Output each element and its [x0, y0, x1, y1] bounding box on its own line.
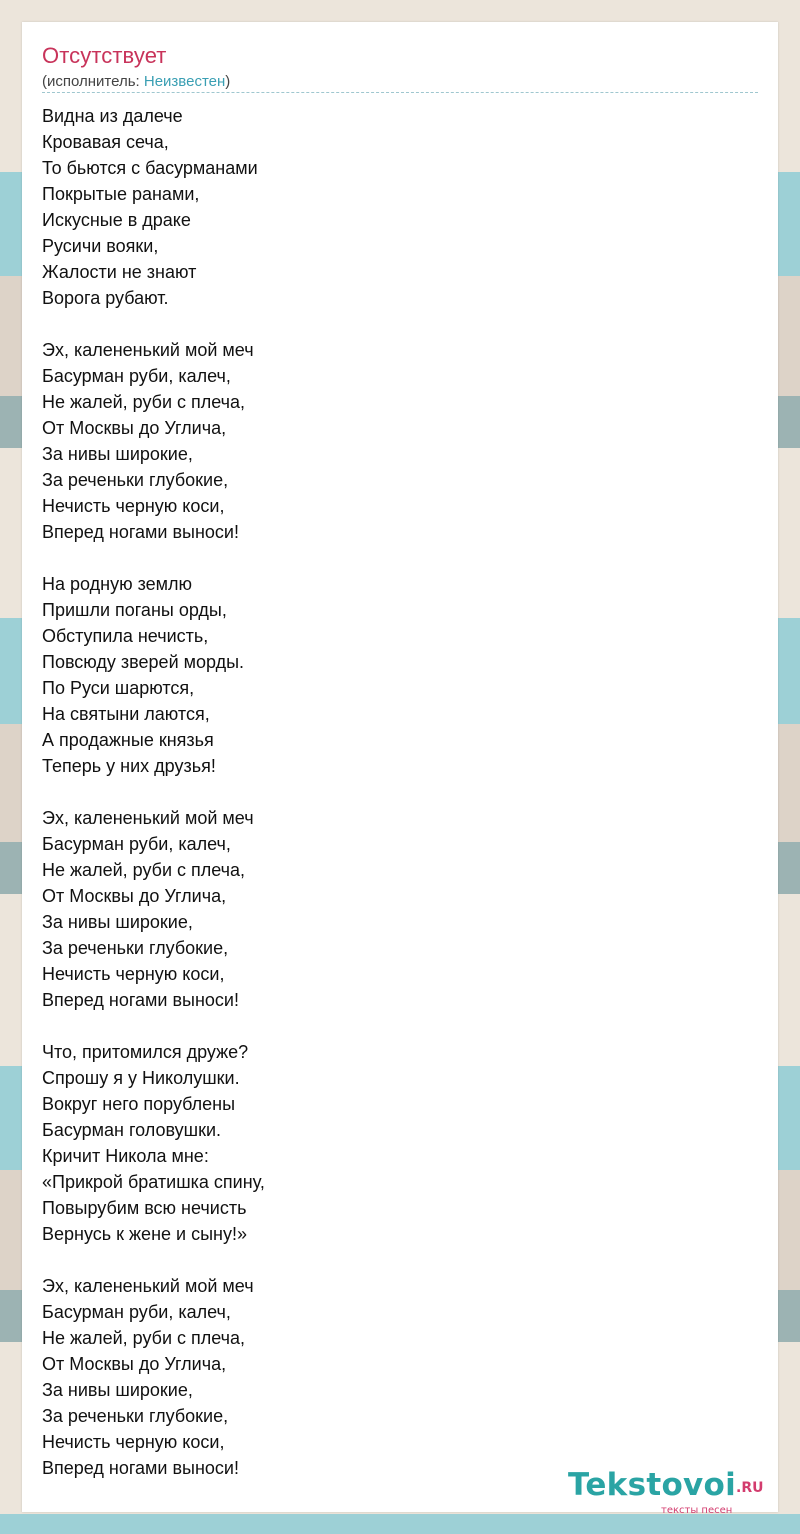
lyric-line: Кровавая сеча,: [42, 132, 169, 152]
background-stripe: [0, 1514, 800, 1534]
lyric-line: Не жалей, руби с плеча,: [42, 1328, 246, 1348]
lyric-line: А продажные князья: [42, 730, 214, 750]
lyric-line: За реченьки глубокие,: [42, 938, 229, 958]
lyric-line: Эх, калененький мой меч: [42, 1276, 254, 1296]
lyric-line: От Москвы до Углича,: [42, 886, 227, 906]
lyric-line: Жалости не знают: [42, 262, 197, 282]
lyric-line: Не жалей, руби с плеча,: [42, 392, 246, 412]
lyric-line: Нечисть черную коси,: [42, 964, 225, 984]
artist-line: [42, 73, 230, 90]
lyric-line: Русичи вояки,: [42, 236, 159, 256]
lyric-line: За реченьки глубокие,: [42, 1406, 229, 1426]
stanza-gap: [42, 311, 742, 337]
lyric-line: На святыни лаются,: [42, 704, 210, 724]
lyric-line: Ворога рубают.: [42, 288, 169, 308]
stanza-gap: [42, 1247, 742, 1273]
lyric-line: Пришли поганы орды,: [42, 600, 227, 620]
site-logo[interactable]: [568, 1467, 773, 1517]
lyric-line: Видна из далече: [42, 106, 183, 126]
lyric-line: Вокруг него порублены: [42, 1094, 236, 1114]
header-divider: [42, 92, 758, 93]
stanza-gap: [42, 1013, 742, 1039]
lyric-line: По Руси шарются,: [42, 678, 195, 698]
lyric-line: Нечисть черную коси,: [42, 496, 225, 516]
lyric-line: Вперед ногами выноси!: [42, 522, 239, 542]
lyric-line: Вернусь к жене и сыну!»: [42, 1224, 247, 1244]
lyric-line: На родную землю: [42, 574, 193, 594]
lyric-line: «Прикрой братишка спину,: [42, 1172, 265, 1192]
lyric-line: Покрытые ранами,: [42, 184, 200, 204]
lyric-line: Эх, калененький мой меч: [42, 808, 254, 828]
lyric-line: Басурман головушки.: [42, 1120, 221, 1140]
lyric-line: Теперь у них друзья!: [42, 756, 216, 776]
logo-subtitle: тексты песен: [661, 1505, 733, 1516]
lyric-line: От Москвы до Углича,: [42, 1354, 227, 1374]
lyric-line: Не жалей, руби с плеча,: [42, 860, 246, 880]
lyric-line: От Москвы до Углича,: [42, 418, 227, 438]
artist-suffix: ): [225, 73, 231, 90]
lyric-line: За нивы широкие,: [42, 444, 193, 464]
lyric-line: За нивы широкие,: [42, 1380, 193, 1400]
lyric-line: То бьются с басурманами: [42, 158, 258, 178]
lyric-line: Повсюду зверей морды.: [42, 652, 245, 672]
lyrics-card: [22, 22, 778, 1512]
stanza-gap: [42, 545, 742, 571]
lyric-line: Вперед ногами выноси!: [42, 990, 239, 1010]
lyric-line: Искусные в драке: [42, 210, 191, 230]
lyric-line: Басурман руби, калеч,: [42, 1302, 231, 1322]
lyric-line: Обступила нечисть,: [42, 626, 209, 646]
lyrics-text: [42, 103, 742, 1481]
lyric-line: Вперед ногами выноси!: [42, 1458, 239, 1478]
song-title: Отсутствует: [42, 43, 167, 68]
lyric-line: Эх, калененький мой меч: [42, 340, 254, 360]
lyric-line: Что, притомился друже?: [42, 1042, 249, 1062]
lyric-line: За реченьки глубокие,: [42, 470, 229, 490]
lyric-line: Нечисть черную коси,: [42, 1432, 225, 1452]
lyric-line: Повырубим всю нечисть: [42, 1198, 247, 1218]
logo-domain: .RU: [736, 1480, 764, 1496]
lyric-line: За нивы широкие,: [42, 912, 193, 932]
lyric-line: Спрошу я у Николушки.: [42, 1068, 240, 1088]
lyric-line: Кричит Никола мне:: [42, 1146, 209, 1166]
stanza-gap: [42, 779, 742, 805]
logo-wordmark: Tekstovoi: [568, 1467, 737, 1503]
lyric-line: Басурман руби, калеч,: [42, 834, 231, 854]
lyric-line: Басурман руби, калеч,: [42, 366, 231, 386]
artist-link[interactable]: Неизвестен: [143, 73, 226, 90]
artist-prefix: (исполнитель:: [42, 73, 144, 90]
